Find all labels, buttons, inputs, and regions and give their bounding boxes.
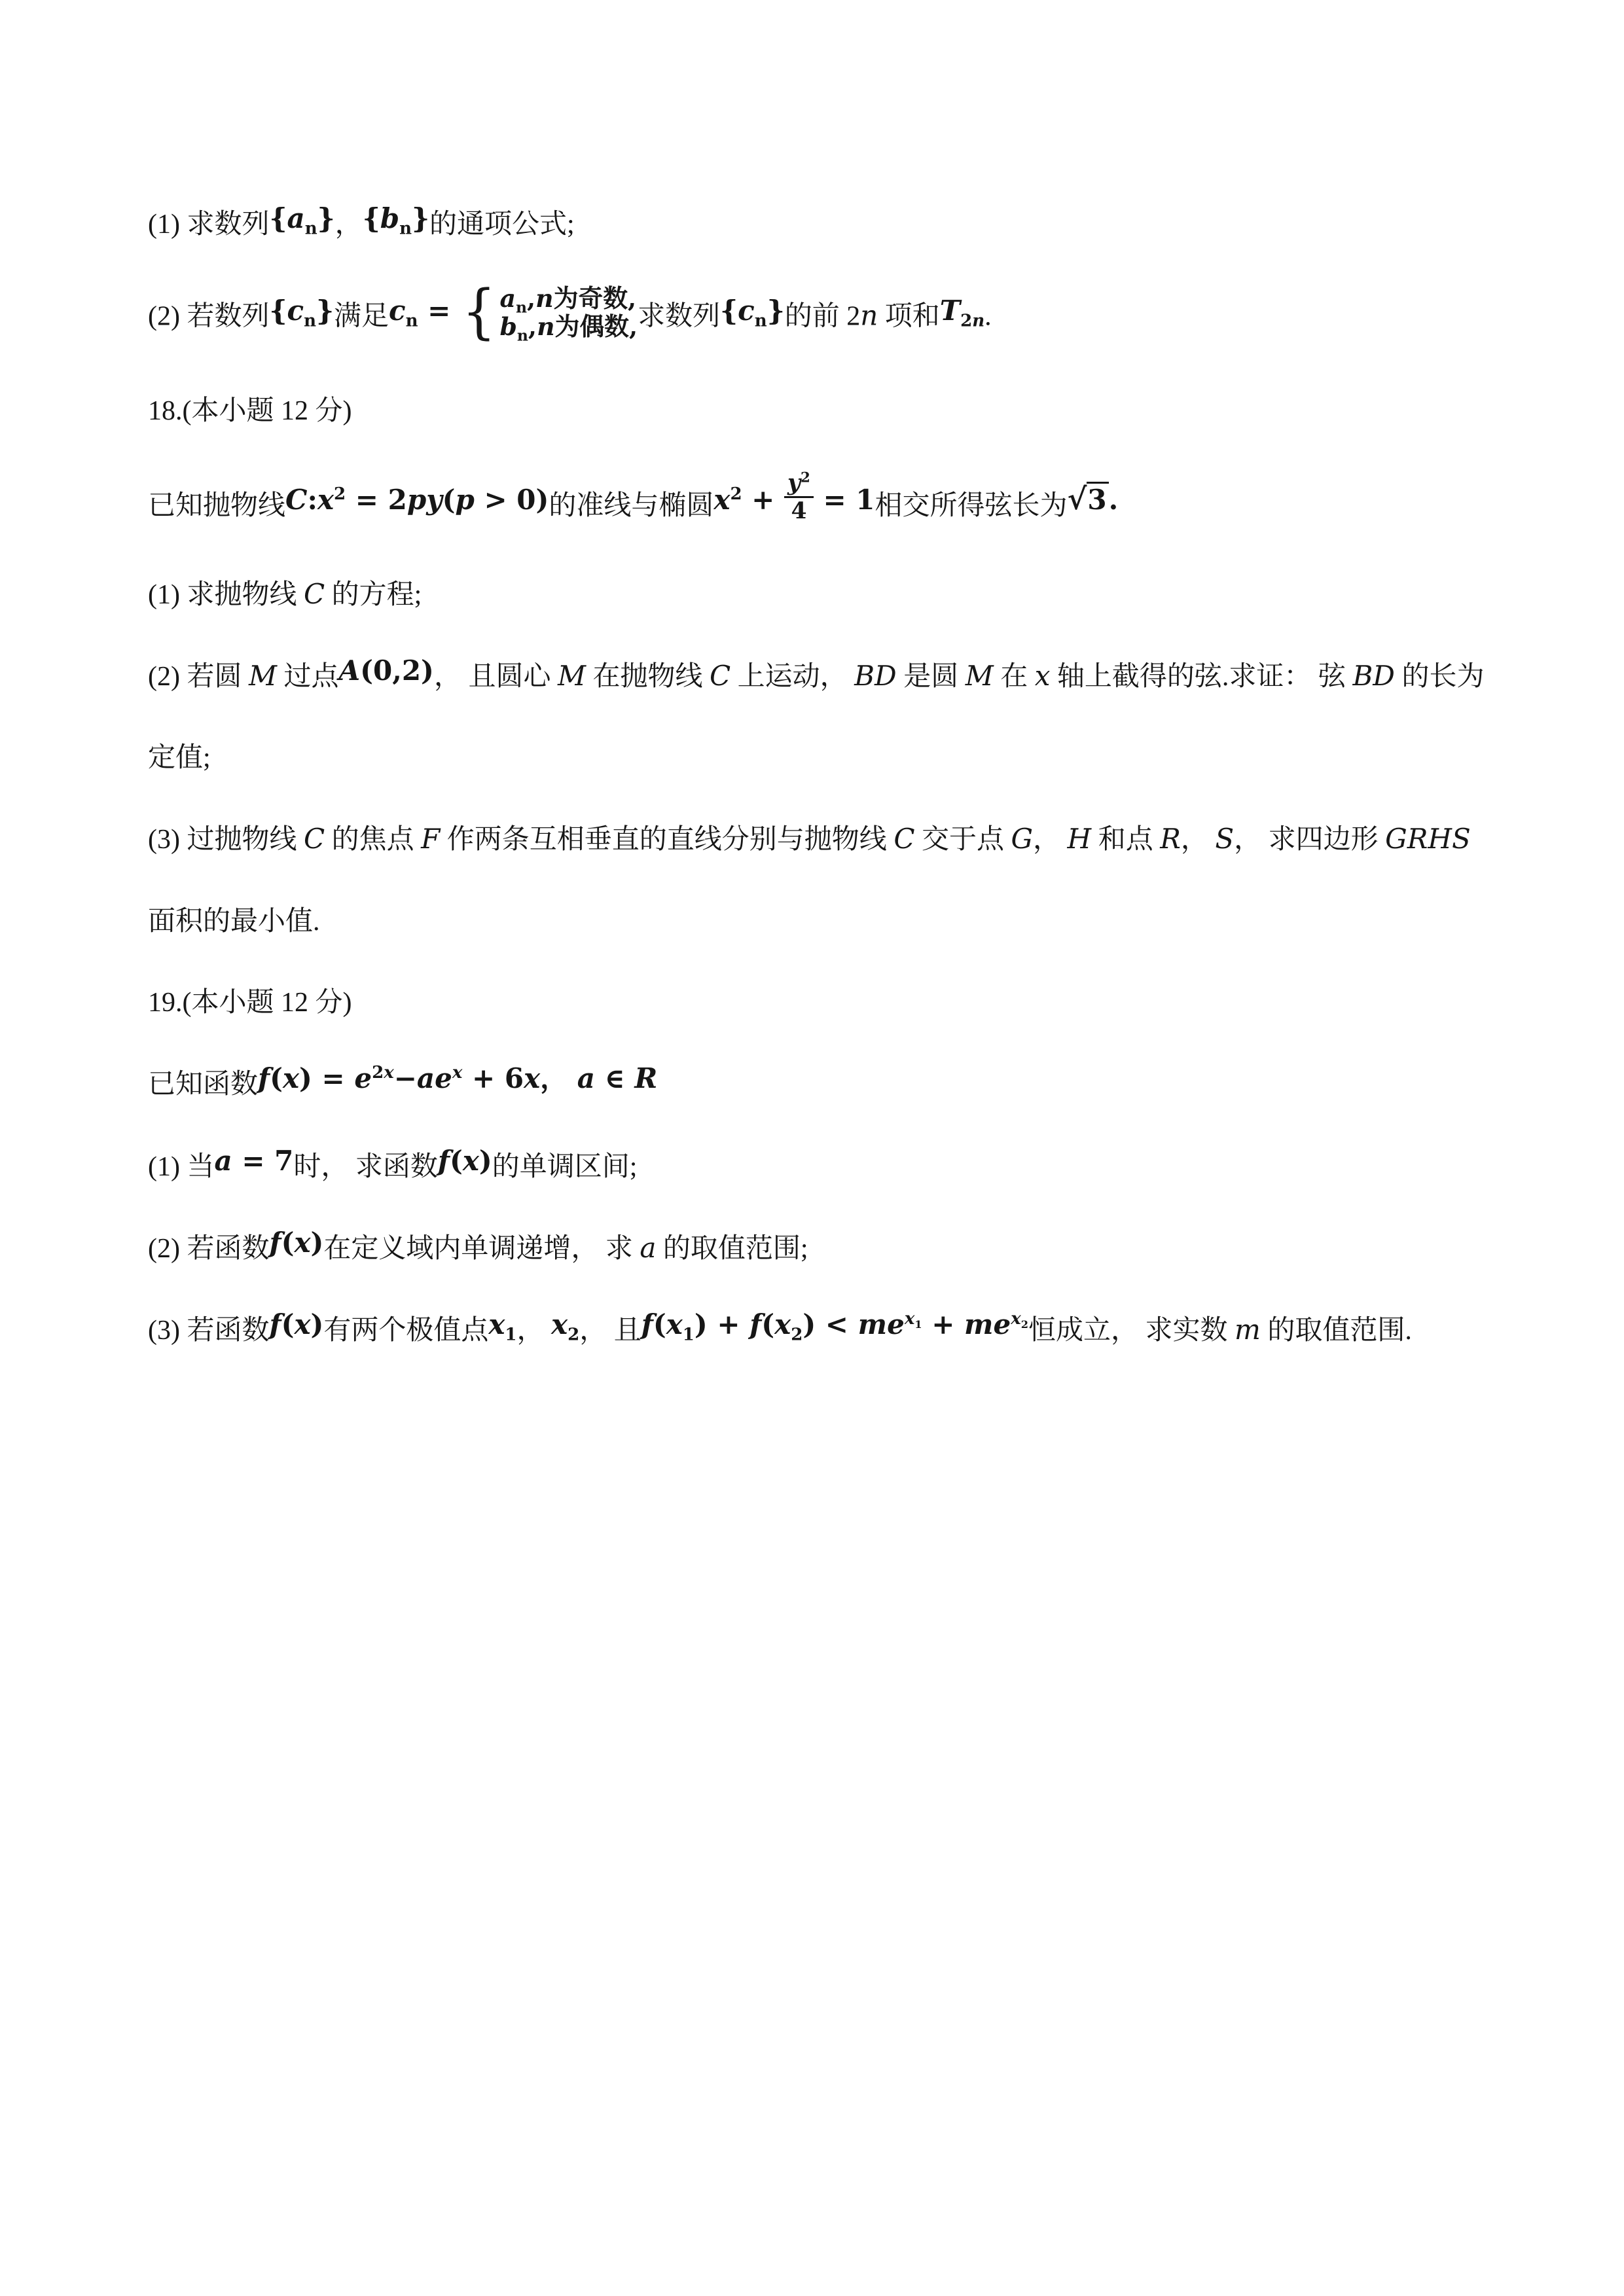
subscript [960, 311, 984, 331]
math-var: C [303, 823, 325, 855]
math-var: BD [1352, 659, 1395, 692]
text-run: ) = [299, 1062, 355, 1095]
text-run: 是圆 [896, 661, 965, 692]
q18-header [148, 395, 1487, 427]
math-run [285, 484, 549, 516]
math-run [362, 202, 430, 239]
math-run [269, 1308, 323, 1340]
math-var: e [354, 1062, 372, 1095]
superscript [1011, 1309, 1028, 1329]
math-var: e [993, 1308, 1011, 1341]
text-run: 的前 2 [784, 301, 861, 332]
text-run: , [526, 284, 536, 314]
text-run: = 1 [813, 484, 875, 516]
math-run [269, 202, 335, 239]
math-var: x [294, 1226, 311, 1259]
math-var: e [435, 1062, 452, 1095]
text-run: ) + [694, 1308, 750, 1341]
math-var: x [488, 1308, 505, 1341]
math-var: R [634, 1062, 658, 1095]
math-run [269, 1227, 323, 1259]
math-var: m [857, 1308, 888, 1341]
text-run: { [269, 202, 287, 234]
text-run: (1) 求数列 [148, 209, 270, 240]
subscript: n [304, 311, 317, 331]
piecewise-cases [460, 278, 638, 347]
math-run [269, 294, 334, 331]
subscript: 1 [914, 1318, 922, 1331]
text-run: 求数列 [638, 301, 721, 332]
q17-part2 [148, 278, 1487, 347]
math-var: T [939, 294, 961, 327]
q19-sub2 [148, 1226, 1487, 1265]
text-run: 为偶数, [554, 312, 638, 341]
text-run: 项和 [878, 301, 940, 332]
text-run: { [720, 294, 738, 327]
radical-sign: √ [1067, 481, 1087, 517]
text-run: 在定义域内单调递增， 求 [323, 1233, 640, 1264]
math-var: a [287, 202, 305, 234]
text-run: 上运动， [731, 661, 855, 692]
text-run: (0,2) [360, 654, 434, 687]
text-run: 恒成立， 求实数 [1028, 1316, 1235, 1346]
text-run: 2 [372, 1063, 384, 1083]
math-run [1067, 481, 1119, 517]
text-run: ， [1180, 825, 1216, 855]
text-run: ， [516, 1316, 552, 1346]
text-run: } [412, 202, 430, 234]
cases-row [499, 312, 638, 345]
math-var: n [537, 312, 555, 341]
math-var: R [1160, 823, 1181, 855]
text-run: (3) 若函数 [148, 1316, 270, 1346]
math-run [438, 1145, 492, 1177]
text-run: (2) 若圆 [148, 661, 249, 692]
math-var: p [406, 484, 427, 516]
math-var: x [317, 484, 334, 516]
math-var: n [535, 284, 554, 314]
q18-sub3-line1 [148, 823, 1487, 855]
text-run: (1) 求抛物线 [148, 579, 304, 610]
text-run: 18.(本小题 12 分) [148, 395, 352, 426]
text-run: 的通项公式; [429, 209, 575, 240]
q19-sub1 [148, 1144, 1487, 1183]
text-run: 在抛物线 [585, 661, 710, 692]
cases-row [499, 284, 638, 317]
superscript [372, 1063, 394, 1083]
text-run: ( [761, 1308, 775, 1341]
text-run: } [316, 294, 334, 327]
superscript [452, 1063, 463, 1083]
text-run: 19.(本小题 12 分) [148, 988, 352, 1018]
math-var: y [787, 470, 801, 497]
math-var: C [303, 577, 325, 610]
text-run: ) [310, 1226, 324, 1259]
math-var: f [749, 1308, 762, 1341]
math-var: n [860, 299, 878, 332]
subscript: n [754, 311, 767, 331]
q18-sub2-line1 [148, 654, 1487, 692]
subscript: 1 [682, 1325, 695, 1345]
math-var: C [709, 659, 731, 692]
math-var: C [893, 823, 915, 855]
text-run: (3) 过抛物线 [148, 825, 304, 855]
text-run: ∈ [594, 1062, 635, 1095]
math-var: c [287, 294, 304, 327]
math-var: x [1034, 659, 1051, 692]
text-run: ， 且 [579, 1316, 641, 1346]
fraction [784, 471, 814, 523]
superscript [905, 1309, 922, 1329]
text-run: { [269, 294, 287, 327]
denominator [784, 498, 814, 523]
text-run: + [922, 1308, 965, 1341]
math-var: x [524, 1062, 541, 1095]
text-run: = 2 [346, 484, 407, 516]
text-run: = [418, 294, 460, 327]
math-var: BD [854, 659, 897, 692]
math-var: m [964, 1308, 994, 1341]
text-run: + [742, 484, 784, 516]
math-run [214, 1145, 293, 1177]
text-run: ， [540, 1062, 577, 1095]
math-var: y [426, 484, 442, 516]
text-run: 定值; [148, 743, 211, 774]
math-var: f [641, 1308, 653, 1341]
math-var: GRHS [1385, 823, 1471, 855]
math-var: x [551, 1308, 568, 1341]
q18-sub1 [148, 579, 1487, 611]
text-run: (2) 若函数 [148, 1233, 270, 1264]
math-var: f [437, 1144, 450, 1177]
text-run: 已知抛物线 [148, 491, 286, 522]
math-var: x [1011, 1309, 1021, 1329]
math-var: f [269, 1226, 281, 1259]
math-var: p [455, 484, 475, 516]
math-var: M [965, 659, 994, 692]
text-run: ， [1033, 825, 1068, 855]
q19-sub3 [148, 1308, 1487, 1346]
text-run: } [317, 202, 335, 234]
subscript: 2 [568, 1325, 580, 1345]
math-var: a [640, 1231, 657, 1264]
text-run: . [1108, 484, 1119, 516]
math-var: c [738, 294, 755, 327]
q18-stem [148, 469, 1487, 528]
superscript: 2 [730, 484, 742, 505]
math-var: F [421, 823, 441, 855]
superscript: 2 [334, 484, 346, 505]
math-var: c [389, 294, 406, 327]
text-run: , [528, 312, 537, 341]
text-run: { [362, 202, 380, 234]
subscript: 2 [1020, 1318, 1028, 1331]
text-run: 在 [993, 661, 1035, 692]
math-run [258, 1062, 657, 1094]
subscript: n [516, 326, 528, 345]
math-run [713, 469, 875, 525]
text-run: 相交所得弦长为 [875, 491, 1068, 522]
math-var: e [887, 1308, 905, 1341]
q17-part1 [148, 202, 1487, 240]
text-run: 时， 求函数 [293, 1151, 438, 1182]
math-var: m [1234, 1314, 1261, 1346]
math-var: f [269, 1308, 281, 1341]
math-var: x [452, 1063, 463, 1083]
text-run: 的焦点 [325, 825, 422, 855]
text-run: 交于点 [914, 825, 1011, 855]
text-run: . [984, 301, 992, 332]
text-run: 已知函数 [148, 1069, 259, 1100]
text-run: 作两条互相垂直的直线分别与抛物线 [440, 825, 894, 855]
math-var: f [258, 1062, 270, 1095]
text-run: 的单调区间; [492, 1151, 638, 1182]
math-var: x [774, 1308, 791, 1341]
text-run: ( [270, 1062, 283, 1095]
text-run: > 0) [474, 484, 549, 516]
math-run [551, 1308, 580, 1345]
text-run: 2 [960, 311, 973, 331]
subscript: n [405, 311, 418, 331]
text-run: 面积的最小值. [148, 906, 320, 937]
text-run: 有两个极值点 [323, 1316, 489, 1346]
math-var: a [416, 1062, 435, 1095]
radical [1067, 481, 1109, 517]
text-run: ， 且圆心 [433, 661, 558, 692]
math-var: a [499, 284, 516, 314]
text-run: 的取值范围. [1260, 1316, 1412, 1346]
text-run: 4 [791, 498, 807, 525]
text-run: ) [478, 1144, 492, 1177]
subscript: 2 [791, 1325, 803, 1345]
math-run [720, 294, 785, 331]
math-var: M [557, 659, 586, 692]
math-var: G [1011, 823, 1034, 855]
text-run: ( [653, 1308, 666, 1341]
math-var: x [666, 1308, 683, 1341]
text-run: 过点 [277, 661, 339, 692]
math-run [939, 294, 985, 331]
math-var: x [384, 1063, 394, 1083]
text-run: 3 [1087, 484, 1107, 516]
text-run: − [393, 1062, 417, 1095]
subscript: 1 [505, 1325, 517, 1345]
math-var: x [904, 1309, 915, 1329]
subscript: n [304, 219, 317, 239]
text-run: = 7 [232, 1144, 294, 1177]
math-var: H [1067, 823, 1092, 855]
text-run: ( [449, 1144, 463, 1177]
numerator [784, 471, 814, 498]
text-run: 的长为 [1394, 661, 1485, 692]
text-run: 轴上截得的弦.求证： 弦 [1050, 661, 1353, 692]
math-var: S [1215, 823, 1235, 855]
math-var: a [577, 1062, 595, 1095]
math-var: x [294, 1308, 311, 1341]
math-var: x [713, 484, 731, 516]
exam-content [148, 202, 1487, 1397]
q19-stem [148, 1062, 1487, 1100]
text-run: 为奇数, [553, 284, 637, 314]
math-var: M [248, 659, 277, 692]
math-run [488, 1308, 517, 1345]
subscript: n [515, 298, 527, 317]
math-var: a [214, 1144, 232, 1177]
text-run: ， 求四边形 [1234, 825, 1386, 855]
text-run: 的准线与椭圆 [549, 491, 714, 522]
text-run: 满足 [334, 301, 389, 332]
text-run: ) [310, 1308, 324, 1341]
text-run: ( [442, 484, 456, 516]
q19-header [148, 987, 1487, 1018]
text-run: ) < [803, 1308, 858, 1341]
q18-sub2-line2 [148, 742, 1487, 774]
text-run: : [307, 484, 317, 516]
subscript: n [399, 219, 412, 239]
text-run: ， [334, 209, 363, 240]
text-run: ( [281, 1226, 295, 1259]
superscript: 2 [801, 469, 810, 486]
cases-rows [499, 284, 638, 345]
text-run: } [767, 294, 785, 327]
text-run: 和点 [1091, 825, 1161, 855]
math-var: b [499, 312, 517, 341]
math-var: C [285, 484, 308, 516]
math-var: A [338, 654, 361, 687]
math-run [641, 1308, 1028, 1345]
math-var: x [282, 1062, 300, 1095]
text-run: + 6 [462, 1062, 524, 1095]
math-var: n [972, 311, 985, 331]
text-run: (1) 当 [148, 1151, 215, 1182]
radicand [1087, 482, 1108, 516]
text-run: ( [281, 1308, 295, 1341]
text-run: 的取值范围; [656, 1233, 808, 1264]
math-var: x [462, 1144, 479, 1177]
text-run: (2) 若数列 [148, 301, 270, 332]
left-brace-glyph: { [461, 278, 496, 347]
math-var: b [380, 202, 400, 234]
math-run [389, 278, 638, 347]
math-run [339, 655, 434, 687]
q18-sub3-line2 [148, 906, 1487, 937]
text-run: 的方程; [325, 579, 422, 610]
